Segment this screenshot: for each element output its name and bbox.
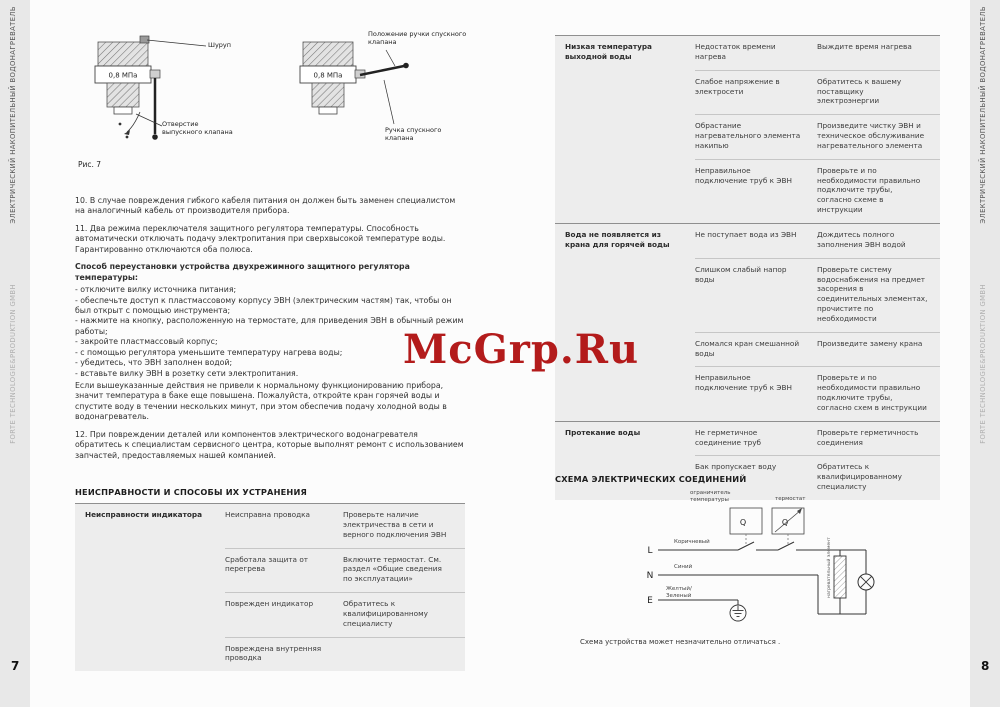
- problem-cell: Протекание воды: [565, 427, 641, 437]
- remedy-cell: Произведите замену крана: [817, 332, 940, 367]
- remedy-cell: [343, 637, 465, 672]
- pressure-label-a: 0,8 МПа: [108, 71, 138, 80]
- switch2-symbol: Q: [781, 518, 789, 527]
- fault-table-row: [555, 36, 940, 70]
- fault-table-row: [75, 592, 465, 637]
- remedy-cell: Проверьте и по необходимости правильно подключите трубы, согласно схеме в инструкции: [817, 159, 940, 223]
- figure-label-outlet: Отверстие выпускного клапана: [162, 120, 233, 137]
- method-step: - обеспечьте доступ к пластмассовому корпусу ЭВН (электрическим частям) так, чтобы он был открыт с помощью инструмента;: [75, 295, 452, 315]
- problem-cell: [555, 114, 695, 159]
- fault-table-row: [555, 223, 940, 258]
- fault-table-row: [555, 70, 940, 115]
- cause-cell: Неисправна проводка: [225, 510, 311, 519]
- cause-cell: Не поступает вода из ЭВН: [695, 229, 797, 239]
- wire-blue-label: Синий: [674, 564, 693, 570]
- figure-caption: Рис. 7: [78, 160, 102, 169]
- watermark: McGrp.Ru: [403, 326, 640, 373]
- method-step: - отключите вилку источника питания;: [75, 285, 237, 295]
- cause-cell: Не герметичное соединение труб: [695, 427, 762, 447]
- terminal-n: N: [646, 571, 654, 581]
- faults-table-right: [555, 35, 940, 500]
- remedy-cell: Выждите время нагрева: [817, 42, 912, 51]
- cause-cell: Неправильное подключение труб к ЭВН: [695, 159, 817, 223]
- cause-cell: Слабое напряжение в электросети: [695, 70, 817, 115]
- remedy-cell: Проверьте наличие электричества в сети и верного подключения ЭВН: [343, 510, 447, 539]
- schematic-svg: [578, 492, 898, 632]
- method-heading: Способ переустановки устройства двухрежимного защитного регулятора температуры:: [75, 262, 410, 282]
- figure-label-screw: Шуруп: [208, 41, 232, 49]
- left-margin-strip: [0, 0, 30, 707]
- right-strip-title: ЭЛЕКТРИЧЕСКИЙ НАКОПИТЕЛЬНЫЙ ВОДОНАГРЕВАТЕЛЬ: [979, 6, 987, 224]
- faults-heading: НЕИСПРАВНОСТИ И СПОСОБЫ ИХ УСТРАНЕНИЯ: [75, 487, 308, 497]
- cause-cell: Сработала защита от перегрева: [225, 548, 343, 593]
- terminal-e: E: [647, 596, 653, 606]
- remedy-cell: Включите термостат. См. раздел «Общие сведения по эксплуатации»: [343, 548, 465, 593]
- problem-cell: Вода не появляется из крана для горячей воды: [565, 229, 670, 249]
- switch1-symbol: Q: [739, 518, 747, 527]
- method-step: - с помощью регулятора уменьшите температуру нагрева воды;: [75, 347, 343, 357]
- cause-cell: Обрастание нагревательного элемента накипью: [695, 114, 817, 159]
- remedy-cell: Обратитесь к квалифицированному специалисту: [817, 455, 940, 500]
- figure-label-handle-position: Положение ручки спускного клапана: [368, 30, 467, 47]
- wire-brown-label: Коричневый: [674, 539, 710, 545]
- remedy-cell: Проверьте систему водоснабжения на предмет засорения в соединительных элементах, прочистите по необходимости: [817, 258, 940, 332]
- remedy-cell: Проверьте герметичность соединения: [817, 427, 919, 447]
- cause-cell: Поврежден индикатор: [225, 592, 343, 637]
- right-margin-strip: [970, 0, 1000, 707]
- right-strip-brand: FORTE TECHNOLOGIE&PRODUKTION GMBH: [979, 284, 987, 444]
- paragraph-11: 11. Два режима переключателя защитного регулятора температуры. Способность автоматически отключать подачу электропитания при сверхвысокой температуре воды. Гарантированно отключаются оба полюса.: [75, 223, 446, 254]
- remedy-cell: Дождитесь полного заполнения ЭВН водой: [817, 229, 906, 249]
- problem-cell: [75, 548, 225, 593]
- cause-cell: Сломался кран смешанной воды: [695, 332, 817, 367]
- cause-cell: Повреждена внутренняя проводка: [225, 637, 343, 672]
- wire-yellow-green-label: Желтый/ Зеленый: [666, 586, 692, 599]
- cause-cell: Недостаток времени нагрева: [695, 42, 776, 61]
- terminal-l: L: [647, 546, 653, 556]
- fault-table-row: [555, 258, 940, 332]
- cause-cell: Слишком слабый напор воды: [695, 258, 817, 332]
- cause-cell: Бак пропускает воду: [695, 455, 817, 500]
- problem-cell: [555, 70, 695, 115]
- cause-cell: Неправильное подключение труб к ЭВН: [695, 366, 817, 420]
- problem-cell: [555, 159, 695, 223]
- left-strip-title: ЭЛЕКТРИЧЕСКИЙ НАКОПИТЕЛЬНЫЙ ВОДОНАГРЕВАТЕЛЬ: [9, 6, 17, 224]
- fault-table-row: [75, 504, 465, 548]
- faults-table-left: [75, 503, 465, 671]
- paragraph-10: 10. В случае повреждения гибкого кабеля питания он должен быть заменен специалистом на аналогичный кабель от производителя прибора.: [75, 196, 456, 216]
- method-step: - нажмите на кнопку, расположенную на термостате, для приведения ЭВН в обычный режим работы;: [75, 316, 464, 336]
- schematic-heading: СХЕМА ЭЛЕКТРИЧЕСКИХ СОЕДИНЕНИЙ: [555, 474, 747, 484]
- figure-label-handle: Ручка спускного клапана: [385, 126, 442, 143]
- page-number-right: 8: [981, 659, 990, 673]
- paragraph-notice: Если вышеуказанные действия не привели к нормальному функционированию прибора, значит температура в баке еще повышена. Пожалуйста, откройте кран горячей воды и спустите воду в течении нескольких минут, при этом обеспечив подачу холодной воды в водонагреватель.: [75, 381, 447, 422]
- problem-cell: Неисправности индикатора: [85, 510, 202, 519]
- remedy-cell: Обратитесь к квалифицированному специалисту: [343, 592, 465, 637]
- paragraph-12: 12. При повреждении деталей или компонентов электрического водонагревателя обратитесь к специалистам сервисного центра, которые выполнят ремонт с использованием запчастей, предоставляемых нашей компанией.: [75, 429, 464, 460]
- limiter-label: ограничитель температуры: [690, 490, 731, 503]
- fault-table-row: [555, 114, 940, 159]
- method-step: - вставьте вилку ЭВН в розетку сети электропитания.: [75, 368, 299, 378]
- fault-table-row: [555, 366, 940, 420]
- problem-cell: Низкая температура выходной воды: [565, 42, 652, 61]
- fault-table-row: [555, 159, 940, 223]
- method-step: - убедитесь, что ЭВН заполнен водой;: [75, 358, 233, 368]
- page-number-left: 7: [11, 659, 20, 673]
- schematic-caption: Схема устройства может незначительно отличаться .: [580, 638, 781, 646]
- valve-diagram-svg: [70, 28, 470, 188]
- fault-table-row: [75, 637, 465, 672]
- problem-cell: [555, 258, 695, 332]
- problem-cell: [75, 637, 225, 672]
- problem-cell: [75, 592, 225, 637]
- electrical-schematic: [578, 492, 898, 632]
- pressure-label-b: 0,8 МПа: [313, 71, 343, 80]
- problem-cell: [555, 366, 695, 420]
- thermostat-label: термостат: [775, 496, 806, 502]
- element-label: нагревательный элемент: [827, 537, 832, 598]
- left-strip-brand: FORTE TECHNOLOGIE&PRODUKTION GMBH: [9, 284, 17, 444]
- remedy-cell: Обратитесь к вашему поставщику электроэнергии: [817, 70, 940, 115]
- fault-table-row: [555, 421, 940, 456]
- fault-table-row: [75, 548, 465, 593]
- remedy-cell: Проверьте и по необходимости правильно подключите трубы, согласно схем в инструкции: [817, 366, 940, 420]
- figure-7: [70, 28, 470, 188]
- remedy-cell: Произведите чистку ЭВН и техническое обслуживание нагревательного элемента: [817, 114, 940, 159]
- method-step: - закройте пластмассовый корпус;: [75, 337, 218, 347]
